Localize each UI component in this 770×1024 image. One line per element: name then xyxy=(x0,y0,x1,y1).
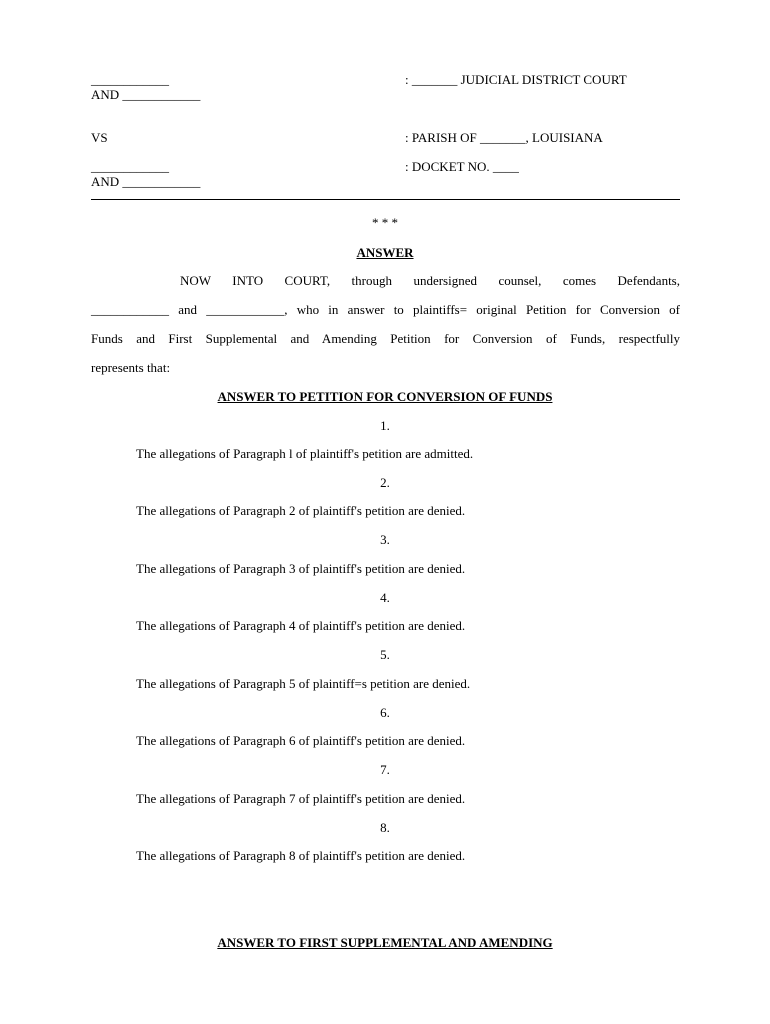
paragraph-number: 8. xyxy=(380,820,390,835)
caption-parish: : PARISH OF _______, LOUISIANA xyxy=(405,130,603,145)
caption-party-and-2: AND ____________ xyxy=(91,174,201,189)
caption-party-blank-2: ____________ xyxy=(91,159,169,174)
document-title: ANSWER xyxy=(356,245,414,260)
paragraph-text: The allegations of Paragraph l of plaintiff's petition are admitted. xyxy=(136,446,474,461)
intro-line-1: NOW INTO COURT, through undersigned counsel, comes Defendants, xyxy=(180,273,680,288)
paragraph-text: The allegations of Paragraph 2 of plaintiff's petition are denied. xyxy=(136,503,466,518)
paragraph-text: The allegations of Paragraph 3 of plaintiff's petition are denied. xyxy=(136,561,466,576)
paragraph-text: The allegations of Paragraph 5 of plaintiff=s petition are denied. xyxy=(136,676,471,691)
caption-docket: : DOCKET NO. ____ xyxy=(405,159,519,174)
section-heading-petition: ANSWER TO PETITION FOR CONVERSION OF FUNDS xyxy=(217,389,553,404)
paragraph-number: 4. xyxy=(380,590,390,605)
paragraph-text: The allegations of Paragraph 6 of plaintiff's petition are denied. xyxy=(136,733,466,748)
paragraph-number: 6. xyxy=(380,705,390,720)
section-heading-amending: ANSWER TO FIRST SUPPLEMENTAL AND AMENDING xyxy=(217,935,553,950)
caption-court: : _______ JUDICIAL DISTRICT COURT xyxy=(405,72,627,87)
caption-party-blank-1: ____________ xyxy=(91,72,169,87)
stars-separator: * * * xyxy=(372,215,398,230)
paragraph-number: 7. xyxy=(380,762,390,777)
caption-divider xyxy=(91,199,680,200)
caption-party-and-1: AND ____________ xyxy=(91,87,201,102)
paragraph-number: 1. xyxy=(380,418,390,433)
intro-line-4: represents that: xyxy=(91,360,171,375)
paragraph-number: 2. xyxy=(380,475,390,490)
paragraph-number: 5. xyxy=(380,647,390,662)
caption-vs: VS xyxy=(91,130,108,145)
paragraph-text: The allegations of Paragraph 7 of plaintiff's petition are denied. xyxy=(136,791,466,806)
paragraph-number: 3. xyxy=(380,532,390,547)
paragraph-text: The allegations of Paragraph 4 of plaintiff's petition are denied. xyxy=(136,618,466,633)
intro-line-2: ____________ and ____________, who in answer to plaintiffs= original Petition for Conversion of xyxy=(91,302,680,317)
paragraph-text: The allegations of Paragraph 8 of plaintiff's petition are denied. xyxy=(136,848,466,863)
intro-line-3: Funds and First Supplemental and Amending Petition for Conversion of Funds, respectfully xyxy=(91,331,680,346)
